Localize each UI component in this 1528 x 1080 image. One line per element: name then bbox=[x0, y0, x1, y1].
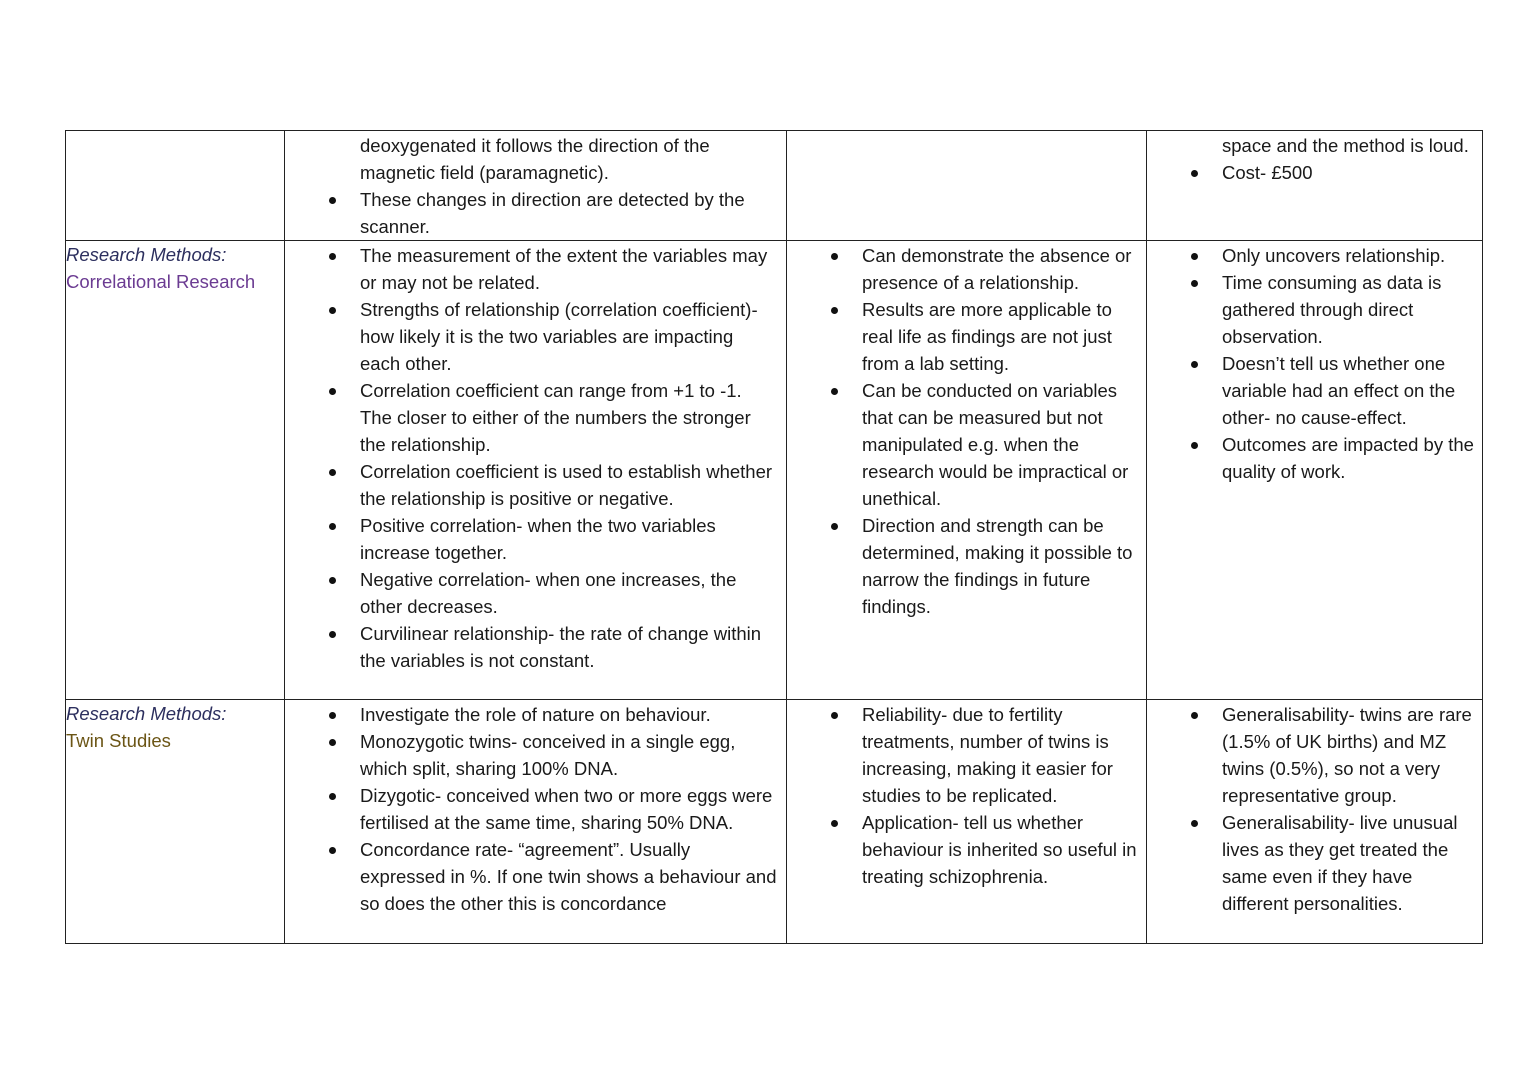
table-row bbox=[66, 131, 1483, 241]
list-item: Strengths of relationship (correlation coefficient)- how likely it is the two variables are impacting each other. bbox=[285, 296, 778, 377]
list-item: Direction and strength can be determined, making it possible to narrow the findings in future findings. bbox=[787, 512, 1138, 620]
strengths-cell bbox=[787, 700, 1147, 944]
list-item: These changes in direction are detected by the scanner. bbox=[285, 186, 778, 240]
topic-prefix: Research Methods: bbox=[66, 703, 227, 724]
topic-title: Correlational Research bbox=[66, 271, 256, 292]
weaknesses-cell bbox=[1147, 241, 1483, 700]
table-row bbox=[66, 700, 1483, 944]
list-item: Investigate the role of nature on behaviour. bbox=[285, 701, 778, 728]
list-item: Correlation coefficient is used to establish whether the relationship is positive or negative. bbox=[285, 458, 778, 512]
topic-title: Twin Studies bbox=[66, 730, 171, 751]
research-methods-table bbox=[65, 130, 1483, 944]
list-item: deoxygenated it follows the direction of the magnetic field (paramagnetic). bbox=[360, 135, 710, 183]
table-row bbox=[66, 241, 1483, 700]
topic-cell bbox=[66, 700, 285, 944]
list-item: Results are more applicable to real life as findings are not just from a lab setting. bbox=[787, 296, 1138, 377]
list-item: Can demonstrate the absence or presence of a relationship. bbox=[787, 242, 1138, 296]
description-cell bbox=[285, 131, 787, 241]
list-item: Time consuming as data is gathered through direct observation. bbox=[1147, 269, 1474, 350]
topic-prefix: Research Methods: bbox=[66, 244, 227, 265]
weaknesses-cell bbox=[1147, 700, 1483, 944]
list-item: Generalisability- live unusual lives as they get treated the same even if they have different personalities. bbox=[1147, 809, 1474, 917]
list-item: Doesn’t tell us whether one variable had an effect on the other- no cause-effect. bbox=[1147, 350, 1474, 431]
topic-cell bbox=[66, 131, 285, 241]
list-item: Curvilinear relationship- the rate of change within the variables is not constant. bbox=[285, 620, 778, 674]
list-item: Reliability- due to fertility treatments, number of twins is increasing, making it easier for studies to be replicated. bbox=[787, 701, 1138, 809]
list-item: Negative correlation- when one increases, the other decreases. bbox=[285, 566, 778, 620]
list-item: Correlation coefficient can range from +1 to -1. The closer to either of the numbers the stronger the relationship. bbox=[285, 377, 778, 458]
list-item: Concordance rate- “agreement”. Usually expressed in %. If one twin shows a behaviour and so does the other this is concordance bbox=[285, 836, 778, 917]
list-item: Only uncovers relationship. bbox=[1147, 242, 1474, 269]
list-item: space and the method is loud. bbox=[1222, 135, 1469, 156]
list-item: Monozygotic twins- conceived in a single egg, which split, sharing 100% DNA. bbox=[285, 728, 778, 782]
list-item: Cost- £500 bbox=[1147, 159, 1474, 186]
list-item: Dizygotic- conceived when two or more eggs were fertilised at the same time, sharing 50% DNA. bbox=[285, 782, 778, 836]
list-item: Outcomes are impacted by the quality of work. bbox=[1147, 431, 1474, 485]
list-item: Can be conducted on variables that can be measured but not manipulated e.g. when the research would be impractical or unethical. bbox=[787, 377, 1138, 512]
topic-cell bbox=[66, 241, 285, 700]
list-item: Application- tell us whether behaviour is inherited so useful in treating schizophrenia. bbox=[787, 809, 1138, 890]
list-item: The measurement of the extent the variables may or may not be related. bbox=[285, 242, 778, 296]
weaknesses-cell bbox=[1147, 131, 1483, 241]
description-cell bbox=[285, 700, 787, 944]
description-cell bbox=[285, 241, 787, 700]
list-item: Generalisability- twins are rare (1.5% of UK births) and MZ twins (0.5%), so not a very representative group. bbox=[1147, 701, 1474, 809]
strengths-cell bbox=[787, 241, 1147, 700]
strengths-cell bbox=[787, 131, 1147, 241]
list-item: Positive correlation- when the two variables increase together. bbox=[285, 512, 778, 566]
